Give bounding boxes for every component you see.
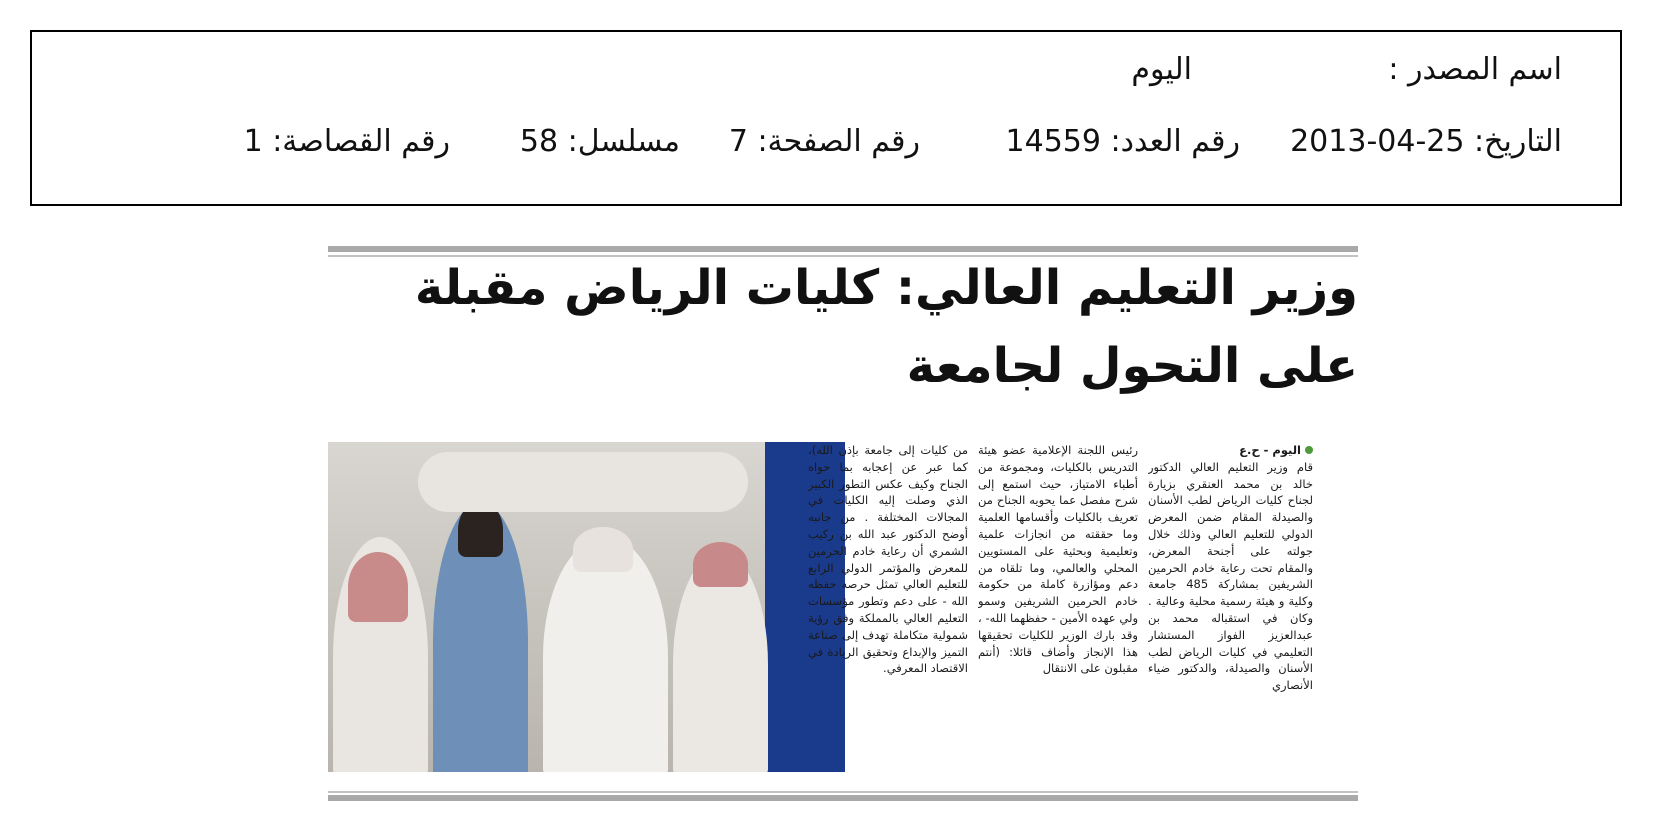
byline: اليوم - ح.ع [1148, 442, 1313, 459]
column-3-text: من كليات إلى جامعة بإذن الله)، كما عبر عن إعجابه بما حواه الجناح وكيف عكس التطور الكبير الذي وصلت إليه الكليات في المجالات المختلفة . من جانبه أوضح الدكتور عبد الله بن ركيب الشمري أن رعاية خادم الحرمين للمعرض والمؤتمر الدولي الرابع للتعليم العالي تمثل حرصه حفظه الله - على دعم وتطور مؤسسات التعليم العالي بالمملكة وفق رؤية شمولية متكاملة تهدف إلى صناعة التميز والإبداع وتحقيق الريادة في الاقتصاد المعرفي. [808, 443, 968, 676]
column-2-text: رئيس اللجنة الإعلامية عضو هيئة التدريس بالكليات، ومجموعة من أطباء الامتياز، حيث استمع إلى شرح مفصل عما يحويه الجناح من تعريف بالكليات وأقسامها العلمية وما حققته من انجازات علمية وتعليمية وبحثية على المستويين المحلي والعالمي، وما تلقاه من دعم ومؤازرة كاملة من حكومة خادم الحرمين الشريفين وسمو ولي عهده الأمين - حفظهما الله- ، وقد بارك الوزير للكليات تحقيقها هذا الإنجاز وأضاف قائلا: (أنتم مقبلون على الانتقال [978, 443, 1138, 676]
page-number-field: رقم الصفحة: 7 [728, 124, 920, 159]
headline-line-1: وزير التعليم العالي: كليات الرياض مقبلة [414, 260, 1358, 316]
issue-number-field: رقم العدد: 14559 [1005, 124, 1240, 159]
article-column-1 [1148, 442, 1313, 778]
source-label: اسم المصدر : [1388, 52, 1562, 87]
byline-bullet-icon [1305, 446, 1313, 454]
top-rule-thin [328, 255, 1358, 257]
newspaper-clipping [328, 246, 1358, 806]
top-rule [328, 246, 1358, 252]
clip-number-field: رقم القصاصة: 1 [243, 124, 450, 159]
article-photo [328, 442, 845, 772]
column-1-text: قام وزير التعليم العالي الدكتور خالد بن محمد العنقري بزيارة لجناح كليات الرياض لطب الأسنان والصيدلة المقام ضمن المعرض الدولي للتعليم العالي وذلك خلال جولته على أجنحة المعرض، والمقام تحت رعاية خادم الحرمين الشريفين بمشاركة 485 جامعة وكلية و هيئة رسمية محلية وعالية . وكان في استقباله محمد بن عبدالعزيز الفواز المستشار التعليمي في كليات الرياض لطب الأسنان والصيدلة، والدكتور ضياء الأنصاري [1148, 459, 1313, 693]
bottom-rule [328, 795, 1358, 801]
source-value: اليوم [1131, 52, 1192, 87]
date-field: التاريخ: 25-04-2013 [1290, 124, 1562, 159]
article-column-3 [808, 442, 968, 778]
clipping-info-box [30, 30, 1622, 206]
bottom-rule-thin [328, 791, 1358, 793]
headline-line-2: على التحول لجامعة [906, 338, 1358, 394]
article-column-2 [978, 442, 1138, 778]
serial-field: مسلسل: 58 [519, 124, 680, 159]
